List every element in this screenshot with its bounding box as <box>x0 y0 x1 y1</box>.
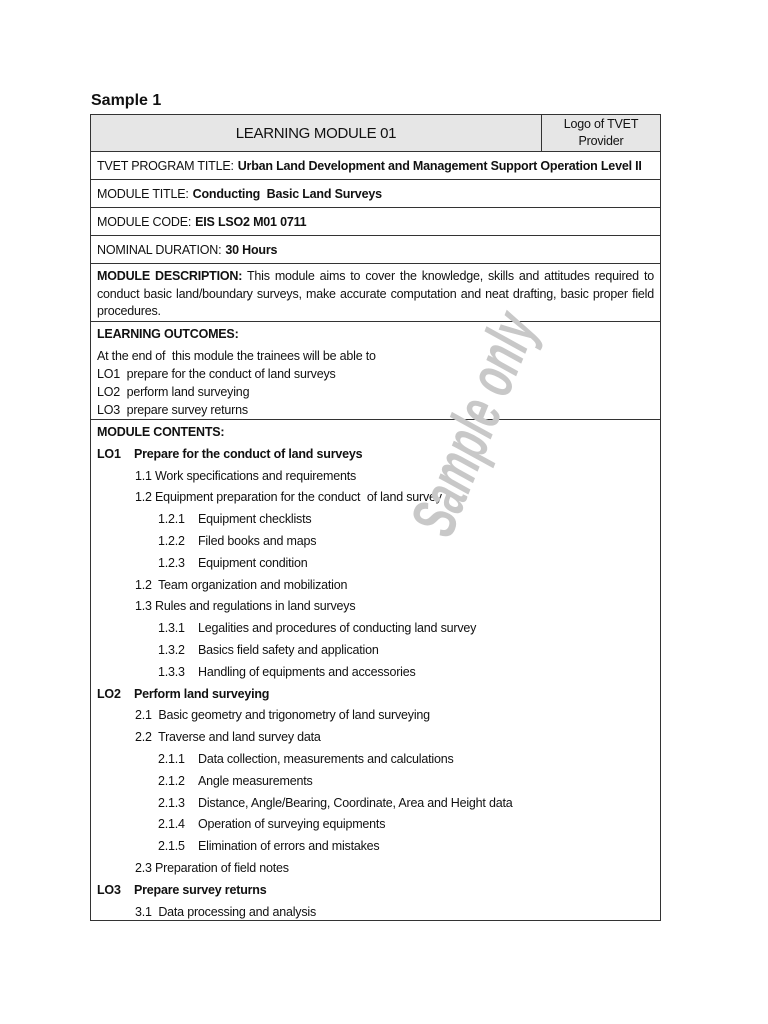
content-subtopic-number: 1.2.3 <box>158 555 185 570</box>
learning-outcomes-row <box>91 322 660 420</box>
content-subtopic <box>97 793 654 815</box>
content-outcome-title: Prepare for the conduct of land surveys <box>134 446 363 461</box>
content-outcome-code: LO1 <box>97 446 121 461</box>
duration-value: 30 Hours <box>225 242 278 257</box>
program-title-value: Urban Land Development and Management Support Operation Level II <box>237 158 642 173</box>
content-outcome-heading <box>97 684 654 706</box>
module-description-text: This module aims to cover the knowledge, skills and attitudes required to conduct basic land/boundary surveys, make accurate computation and neat drafting, basic proper field procedures. <box>97 269 654 318</box>
module-title-label: MODULE TITLE: <box>97 186 189 201</box>
content-subtopic <box>97 749 654 771</box>
duration-row <box>91 236 660 264</box>
content-subtopic <box>97 531 654 553</box>
content-subtopic-number: 1.2.2 <box>158 533 185 548</box>
module-title-value: Conducting Basic Land Surveys <box>192 186 382 201</box>
module-code-value: EIS LSO2 M01 0711 <box>195 214 307 229</box>
content-subtopic-number: 1.3.2 <box>158 642 185 657</box>
content-subtopic-number: 2.1.1 <box>158 751 185 766</box>
content-subtopic <box>97 771 654 793</box>
content-outcome-heading <box>97 444 654 466</box>
module-header-row <box>91 115 660 152</box>
content-outcome-heading <box>97 880 654 902</box>
content-subtopic <box>97 509 654 531</box>
content-topic: 2.3 Preparation of field notes <box>135 860 289 875</box>
content-subtopic-text: Data collection, measurements and calculations <box>198 751 454 766</box>
content-topic: 2.2 Traverse and land survey data <box>135 730 321 745</box>
content-topic: 1.3 Rules and regulations in land surveys <box>135 599 356 614</box>
content-subtopic-text: Operation of surveying equipments <box>198 817 386 832</box>
content-subtopic <box>97 814 654 836</box>
duration-label: NOMINAL DURATION: <box>97 242 222 257</box>
content-outcome-title: Perform land surveying <box>134 686 270 701</box>
content-topic: 1.1 Work specifications and requirements <box>135 468 357 483</box>
module-code-label: MODULE CODE: <box>97 214 192 229</box>
content-subtopic-number: 2.1.5 <box>158 839 185 854</box>
content-subtopic-text: Handling of equipments and accessories <box>198 664 416 679</box>
logo-line-1: Logo of TVET <box>563 117 639 131</box>
content-subtopic-text: Distance, Angle/Bearing, Coordinate, Area and Height data <box>198 795 513 810</box>
content-subtopic-number: 1.2.1 <box>158 512 185 527</box>
content-subtopic-text: Basics field safety and application <box>198 642 379 657</box>
module-header-title: LEARNING MODULE 01 <box>91 115 542 151</box>
content-subtopic <box>97 618 654 640</box>
content-subtopic <box>97 640 654 662</box>
content-subtopic-number: 1.3.1 <box>158 621 185 636</box>
content-outcome-title: Prepare survey returns <box>134 882 267 897</box>
content-outcome-code: LO2 <box>97 686 121 701</box>
module-contents-list <box>97 444 654 924</box>
learning-outcomes-intro: At the end of this module the trainees will be able to <box>97 349 376 363</box>
content-subtopic <box>97 553 654 575</box>
module-title-row <box>91 180 660 208</box>
learning-outcome-item: LO1 prepare for the conduct of land surveys <box>97 367 336 381</box>
module-table <box>90 114 661 921</box>
content-subtopic-text: Filed books and maps <box>198 533 317 548</box>
logo-line-2: Provider <box>578 134 624 148</box>
module-code-row <box>91 208 660 236</box>
content-subtopic-text: Elimination of errors and mistakes <box>198 839 380 854</box>
content-subtopic-text: Angle measurements <box>198 773 313 788</box>
content-topic: 1.2 Team organization and mobilization <box>135 577 348 592</box>
logo-placeholder <box>542 115 660 151</box>
content-topic: 2.1 Basic geometry and trigonometry of land surveying <box>135 708 430 723</box>
content-topic: 3.1 Data processing and analysis <box>135 904 317 919</box>
content-subtopic-text: Equipment checklists <box>198 512 312 527</box>
watermark-text: Sample only <box>397 302 551 546</box>
module-description-label: MODULE DESCRIPTION: <box>97 269 243 283</box>
content-subtopic-number: 2.1.4 <box>158 817 185 832</box>
content-subtopic-number: 2.1.2 <box>158 773 185 788</box>
page-label: Sample 1 <box>91 92 162 109</box>
module-contents-label: MODULE CONTENTS: <box>97 425 225 439</box>
program-title-label: TVET PROGRAM TITLE: <box>97 158 234 173</box>
learning-outcome-item: LO2 perform land surveying <box>97 385 250 399</box>
learning-outcomes-label: LEARNING OUTCOMES: <box>97 327 239 341</box>
content-subtopic-text: Legalities and procedures of conducting land survey <box>198 621 477 636</box>
content-subtopic <box>97 662 654 684</box>
content-subtopic-number: 2.1.3 <box>158 795 185 810</box>
content-subtopic-number: 1.3.3 <box>158 664 185 679</box>
content-subtopic <box>97 836 654 858</box>
content-topic: 1.2 Equipment preparation for the conduct of land survey <box>135 490 442 505</box>
learning-outcome-item: LO3 prepare survey returns <box>97 403 248 417</box>
module-description-row <box>91 264 660 322</box>
program-title-row <box>91 152 660 180</box>
module-contents-row <box>91 420 660 920</box>
content-outcome-code: LO3 <box>97 882 121 897</box>
content-subtopic-text: Equipment condition <box>198 555 308 570</box>
